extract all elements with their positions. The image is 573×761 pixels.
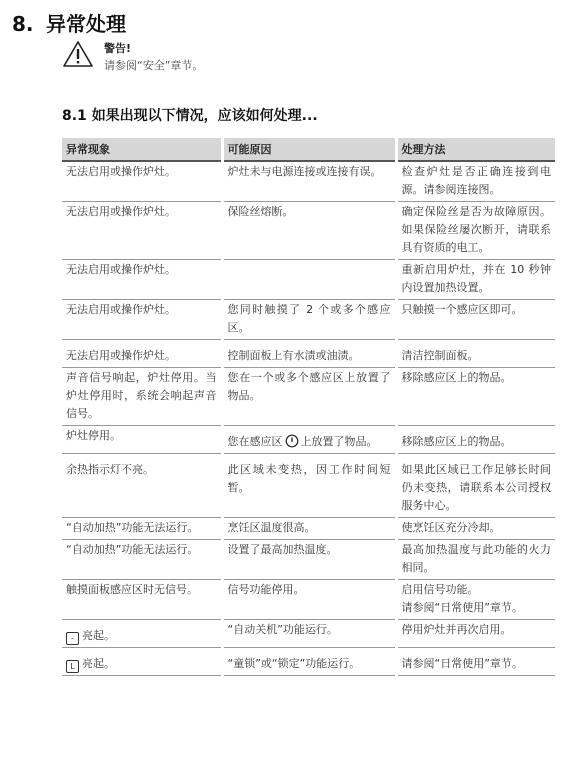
cell-cause (222, 426, 396, 454)
table-row (62, 260, 555, 300)
cell-remedy: 检查炉灶是否正确连接到电源。请参阅连接图。 (396, 161, 555, 202)
cell-problem: 余热指示灯不亮。 (62, 454, 222, 518)
cell-problem: 触摸面板感应区时无信号。 (62, 580, 222, 620)
warning-title: 警告! (104, 42, 132, 55)
warning-triangle-icon (62, 40, 94, 68)
cell-cause: 烹饪区温度很高。 (222, 518, 396, 540)
problem-text: 亮起。 (82, 657, 115, 670)
cell-cause: 控制面板上有水渍或油渍。 (222, 340, 396, 368)
subsection-number: 8.1 (62, 108, 87, 124)
cell-remedy: 只触摸一个感应区即可。 (396, 300, 555, 340)
cell-cause: 您在一个或多个感应区上放置了物品。 (222, 368, 396, 426)
section-heading (12, 8, 126, 37)
table-row (62, 202, 555, 260)
cell-cause: 炉灶未与电源连接或连接有误。 (222, 161, 396, 202)
table-header-row (62, 138, 555, 161)
cell-problem: “自动加热”功能无法运行。 (62, 518, 222, 540)
cell-problem: 声音信号响起，炉灶停用。当炉灶停用时，系统会响起声音信号。 (62, 368, 222, 426)
subsection-title: 如果出现以下情况，应该如何处理... (91, 108, 318, 124)
troubleshooting-table (62, 138, 555, 676)
remedy-line: 启用信号功能。 (401, 583, 479, 596)
cell-cause: 此区域未变热，因工作时间短暂。 (222, 454, 396, 518)
table-row (62, 580, 555, 620)
cell-problem: “自动加热”功能无法运行。 (62, 540, 222, 580)
cell-cause: “自动关机”功能运行。 (222, 620, 396, 648)
cause-text-pre: 您在感应区 (227, 435, 283, 448)
cell-problem (62, 620, 222, 648)
cell-remedy: 移除感应区上的物品。 (396, 426, 555, 454)
header-problem: 异常现象 (62, 138, 222, 161)
problem-text: 亮起。 (82, 629, 115, 642)
section-number: 8. (12, 12, 34, 36)
cell-problem: 炉灶停用。 (62, 426, 222, 454)
table-row (62, 518, 555, 540)
header-cause: 可能原因 (222, 138, 396, 161)
cell-problem (62, 648, 222, 676)
cell-problem: 无法启用或操作炉灶。 (62, 161, 222, 202)
cell-problem: 无法启用或操作炉灶。 (62, 340, 222, 368)
cell-remedy: 如果此区域已工作足够长时间仍未变热，请联系本公司授权服务中心。 (396, 454, 555, 518)
cell-cause: 设置了最高加热温度。 (222, 540, 396, 580)
cell-remedy (396, 580, 555, 620)
subsection-heading (62, 105, 318, 125)
cell-remedy: 请参阅“日常使用”章节。 (396, 648, 555, 676)
cell-problem: 无法启用或操作炉灶。 (62, 260, 222, 300)
cell-problem: 无法启用或操作炉灶。 (62, 300, 222, 340)
cell-remedy: 确定保险丝是否为故障原因。如果保险丝屡次断开，请联系具有资质的电工。 (396, 202, 555, 260)
cell-cause: 保险丝熔断。 (222, 202, 396, 260)
cell-remedy: 重新启用炉灶，并在 10 秒钟内设置加热设置。 (396, 260, 555, 300)
table-row (62, 540, 555, 580)
warning-text: 请参阅“安全”章节。 (104, 59, 204, 72)
cell-remedy: 使烹饪区充分冷却。 (396, 518, 555, 540)
cell-remedy: 停用炉灶并再次启用。 (396, 620, 555, 648)
header-remedy: 处理方法 (396, 138, 555, 161)
table-row (62, 648, 555, 676)
display-dash-icon: - (66, 632, 79, 645)
power-icon (285, 434, 299, 448)
remedy-line: 请参阅“日常使用”章节。 (401, 601, 523, 614)
table-row (62, 368, 555, 426)
table-row (62, 620, 555, 648)
table-row (62, 454, 555, 518)
cause-text-post: 上放置了物品。 (300, 435, 378, 448)
cell-cause: 信号功能停用。 (222, 580, 396, 620)
cell-cause: “童锁”或“锁定”功能运行。 (222, 648, 396, 676)
cell-remedy: 移除感应区上的物品。 (396, 368, 555, 426)
table-row (62, 300, 555, 340)
cell-remedy: 最高加热温度与此功能的火力相同。 (396, 540, 555, 580)
table-row (62, 161, 555, 202)
table-row (62, 340, 555, 368)
cell-remedy: 清洁控制面板。 (396, 340, 555, 368)
table-row (62, 426, 555, 454)
cell-cause: 您同时触摸了 2 个或多个感应区。 (222, 300, 396, 340)
cell-problem: 无法启用或操作炉灶。 (62, 202, 222, 260)
cell-cause (222, 260, 396, 300)
section-title: 异常处理 (46, 12, 126, 36)
display-lock-icon: L (66, 660, 79, 673)
